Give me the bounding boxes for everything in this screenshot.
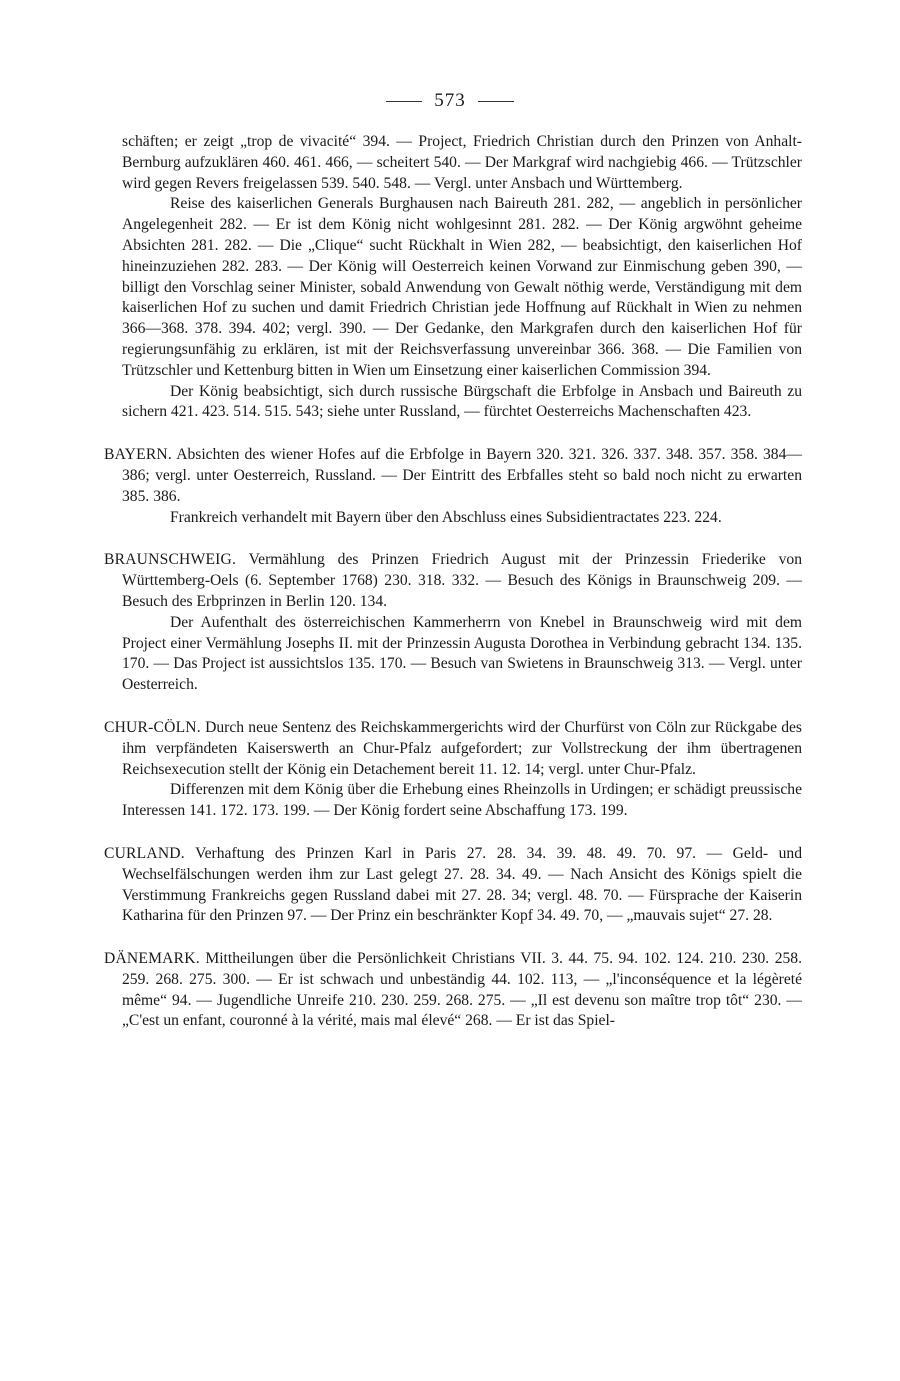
paragraph: Reise des kaiserlichen Generals Burghausen nach Baireuth 281. 282, — angeblich in persönlicher Angelegenheit 282. — Er ist dem König nicht wohlgesinnt 281. 282. — Der König argwöhnt geheime Absichten 281. 282. — Die „Clique“ sucht Rückhalt in Wien 282, — beabsichtigt, den kaiserlichen Hof hineinzuziehen 282. 283. — Der König will Oesterreich keinen Vorwand zur Einmischung geben 390, — billigt den Vorschlag seiner Minister, sobald Anwendung von Gewalt nöthig werde, Verständigung mit dem kaiserlichen Hof zu suchen und damit Friedrich Christian jede Hoffnung auf Rückhalt in Wien zu nehmen 366—368. 378. 394. 402; vergl. 390. — Der Gedanke, den Markgrafen durch den kaiserlichen Hof für regierungsunfähig zu erklären, ist mit der Reichsverfassung unvereinbar 366. 368. — Die Familien von Trützschler und Kettenburg bitten in Wien um Einsetzung einer kaiserlichen Commission 394. <box>122 195 802 379</box>
index-text <box>104 132 802 1032</box>
paragraph: Der Aufenthalt des österreichischen Kammerherrn von Knebel in Braunschweig wird mit dem Project einer Vermählung Josephs II. mit der Prinzessin Augusta Dorothea in Verbindung gebracht 134. 135. 170. — Das Project ist aussichtslos 135. 170. — Besuch van Swietens in Braunschweig 313. — Vergl. unter Oesterreich. <box>122 613 802 694</box>
entry-text: Mittheilungen über die Persönlichkeit Christians VII. 3. 44. 75. 94. 102. 124. 210. 230. 258. 259. 268. 275. 300. — Er ist schwach und unbeständig 44. 102. 113, — „l'inconséquence et la légèreté même“ 94. — Jugendliche Unreife 210. 230. 259. 268. 275. — „Il est devenu son maître trop tôt“ 230. — „C'est un enfant, couronné à la vérité, mais mal élevé“ 268. — Er ist das Spiel- <box>122 950 803 1030</box>
paragraph: Der König beabsichtigt, sich durch russische Bürgschaft die Erbfolge in Ansbach und Baireuth zu sichern 421. 423. 514. 515. 543; siehe unter Russland, — fürchtet Oesterreichs Machenschaften 423. <box>122 382 802 421</box>
page-number: 573 <box>434 90 466 111</box>
entry-first-paragraph <box>104 844 802 927</box>
index-entry-curland <box>104 844 802 927</box>
entry-text: Durch neue Sentenz des Reichskammergerichts wird der Churfürst von Cöln zur Rückgabe des ihm verpfändeten Kaiserswerth an Chur-Pfalz aufgefordert; zur Vollstreckung der ihm übertragenen Reichsexecution stellt der König ein Detachement bereit 11. 12. 14; vergl. unter Chur-Pfalz. <box>122 718 802 778</box>
entry-heading: BAYERN. <box>104 446 172 464</box>
page-number-line <box>0 90 900 112</box>
entry-heading: BRAUNSCHWEIG. <box>104 551 237 569</box>
entry-heading: DÄNEMARK. <box>104 950 200 968</box>
entry-first-paragraph <box>104 445 802 507</box>
entry-first-paragraph <box>104 949 802 1032</box>
entry-text: Verhaftung des Prinzen Karl in Paris 27. 28. 34. 39. 48. 49. 70. 97. — Geld- und Wechselfälschungen werden ihm zur Last gelegt 27. 28. 34. 49. — Nach Ansicht des Königs spielt die Verstimmung Frankreichs gegen Russland dabei mit 27. 28. 34; vergl. 48. 70. — Fürsprache der Kaiserin Katharina für den Prinzen 97. — Der Prinz ein beschränkter Kopf 34. 49. 70, — „mauvais sujet“ 27. 28. <box>122 844 802 925</box>
entry-heading: CHUR-CÖLN. <box>104 718 201 736</box>
continuation-entry <box>104 132 802 423</box>
entry-text: Absichten des wiener Hofes auf die Erbfolge in Bayern 320. 321. 326. 337. 348. 357. 358. 384—386; vergl. unter Oesterreich, Russland. — Der Eintritt des Erbfalles steht so bald noch nicht zu erwarten 385. 386. <box>122 446 802 505</box>
paragraph: Frankreich verhandelt mit Bayern über den Abschluss eines Subsidientractates 223. 224. <box>170 508 722 526</box>
entry-first-paragraph <box>104 718 802 780</box>
entry-text: Vermählung des Prinzen Friedrich August mit der Prinzessin Friederike von Württemberg-Oels (6. September 1768) 230. 318. 332. — Besuch des Königs in Braunschweig 209. — Besuch des Erbprinzen in Berlin 120. 134. <box>122 551 802 610</box>
paragraph: schäften; er zeigt „trop de vivacité“ 394. — Project, Friedrich Christian durch den Prinzen von Anhalt-Bernburg aufzuklären 460. 461. 466, — scheitert 540. — Der Markgraf wird nachgiebig 466. — Trützschler wird gegen Revers freigelassen 539. 540. 548. — Vergl. unter Ansbach und Württemberg. <box>122 133 802 192</box>
paragraph: Differenzen mit dem König über die Erhebung eines Rheinzolls in Urdingen; er schädigt preussische Interessen 141. 172. 173. 199. — Der König fordert seine Abschaffung 173. 199. <box>122 781 802 820</box>
index-entry-bayern <box>104 445 802 528</box>
index-entry-daenemark <box>104 949 802 1032</box>
dash-left <box>386 101 422 102</box>
index-entry-braunschweig <box>104 550 802 696</box>
dash-right <box>478 101 514 102</box>
entry-first-paragraph <box>104 550 802 612</box>
index-entry-chur-coeln <box>104 718 802 822</box>
entry-heading: CURLAND. <box>104 844 185 862</box>
